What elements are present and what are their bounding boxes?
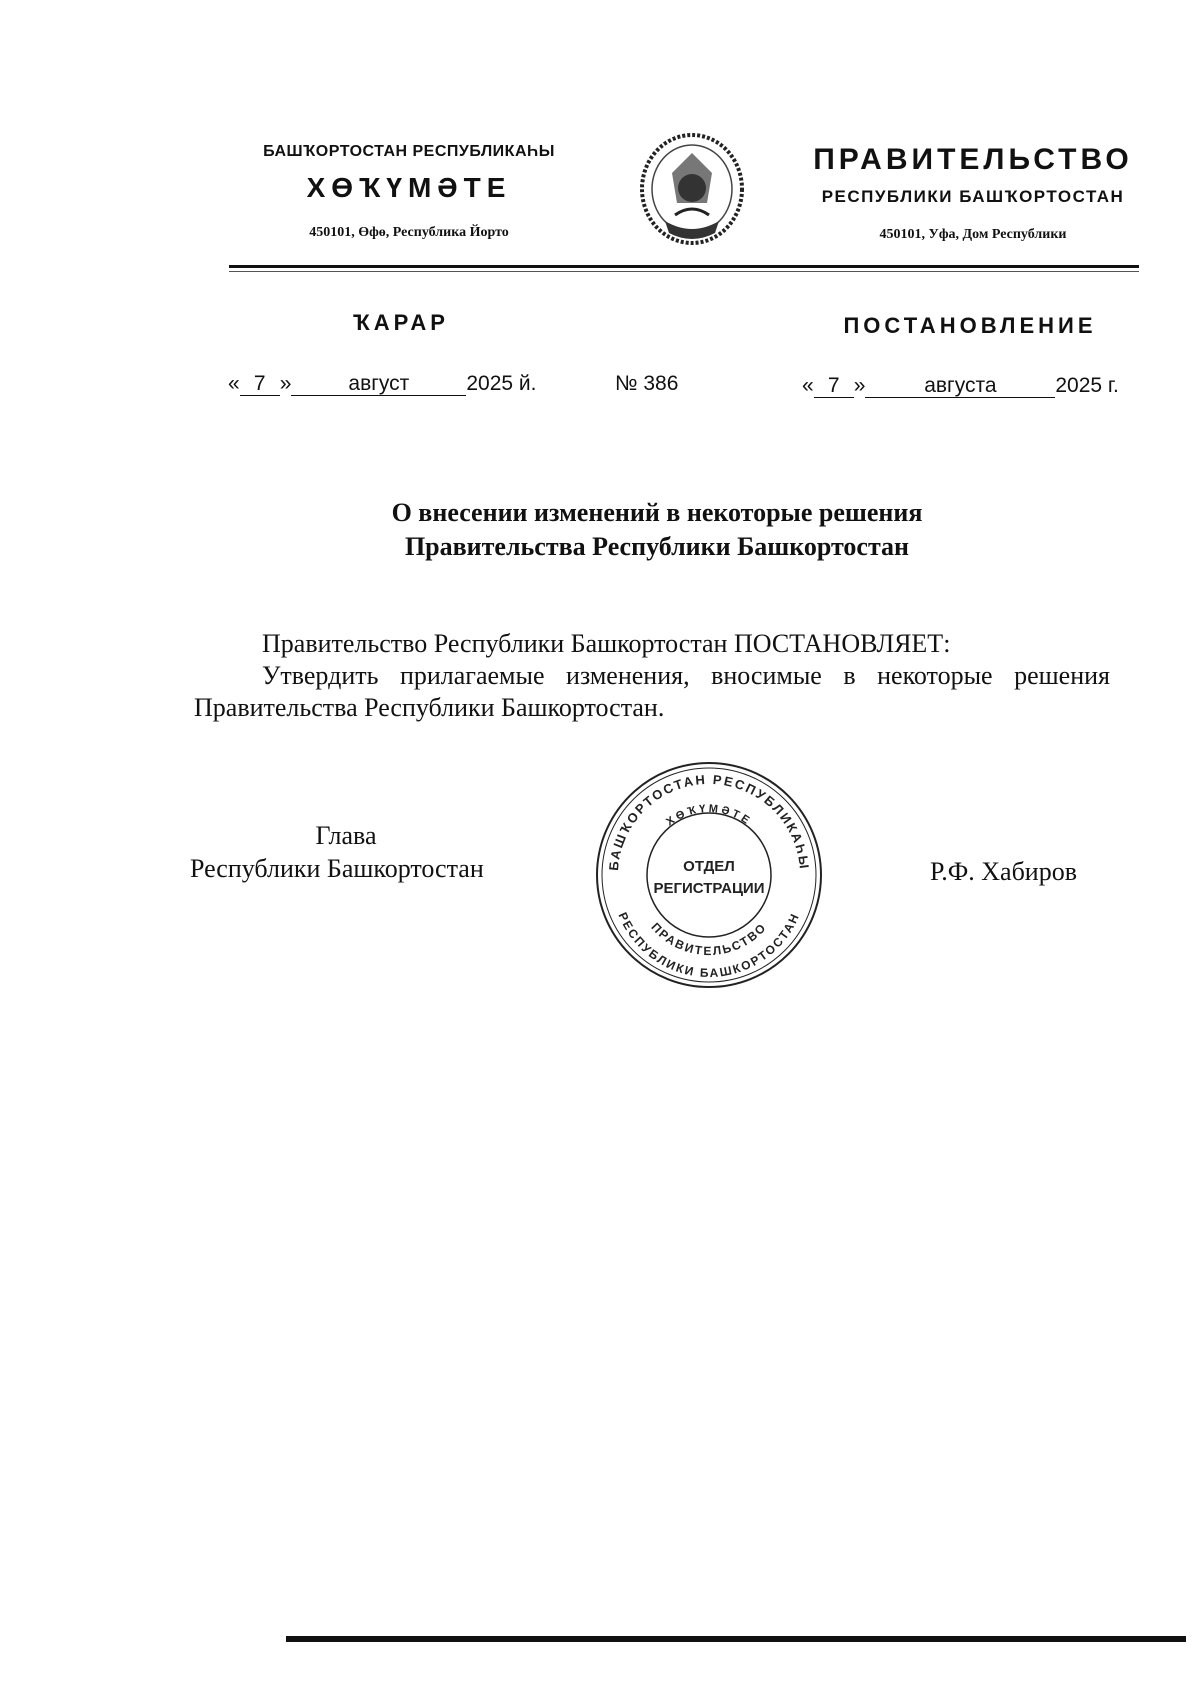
coat-of-arms-emblem (637, 133, 747, 251)
stamp-outer-top: БАШҠОРТОСТАН РЕСПУБЛИКАҺЫ (605, 771, 813, 872)
title-line1: О внесении изменений в некоторые решения (391, 498, 923, 527)
quote-open: « (228, 372, 240, 395)
header-right-line2: РЕСПУБЛИКИ БАШҠОРТОСТАН (821, 187, 1125, 206)
quote-close: » (853, 374, 866, 397)
document-title (392, 496, 923, 564)
quote-open: « (802, 374, 814, 397)
stamp-inner-top: ХӨҠҮМӘТЕ (664, 802, 754, 829)
body-paragraph1: Правительство Республики Башкортостан ПОСТАНОВЛЯЕТ: (262, 629, 951, 658)
document-body (194, 628, 1110, 724)
stamp-center2: РЕГИСТРАЦИИ (653, 880, 765, 897)
header-right-address: 450101, Уфа, Дом Республики (879, 227, 1067, 242)
date-bashkir (228, 372, 537, 396)
signature-position1: Глава (315, 821, 377, 850)
stamp-inner-bottom: ПРАВИТЕЛЬСТВО (648, 919, 770, 959)
header-right-title: ПРАВИТЕЛЬСТВО (813, 143, 1133, 176)
date-russian (802, 374, 1119, 398)
header-rule (229, 265, 1139, 268)
month: август (291, 373, 466, 396)
month: августа (865, 375, 1055, 398)
day: 7 (814, 375, 854, 398)
doc-type-bashkir: ҠАРАР (353, 310, 449, 335)
header-left-title: ХӨҠҮМӘТЕ (306, 172, 512, 203)
stamp-outer-bottom: РЕСПУБЛИКИ БАШКОРТОСТАН (615, 910, 803, 981)
year: 2025 й. (466, 372, 537, 395)
day: 7 (240, 373, 280, 396)
signature-position2: Республики Башкортостан (190, 854, 484, 883)
quote-close: » (279, 372, 292, 395)
footer-rule (286, 1636, 1186, 1642)
body-paragraph2: Утвердить прилагаемые изменения, вносимые в некоторые решения Правительства Республики Башкортостан. (194, 661, 1110, 722)
doc-type-russian: ПОСТАНОВЛЕНИЕ (843, 313, 1097, 338)
title-line2: Правительства Республики Башкортостан (404, 532, 910, 561)
stamp-center1: ОТДЕЛ (683, 858, 735, 875)
document-number: № 386 (615, 372, 679, 395)
header-rule-thin (229, 271, 1139, 272)
signatory-name: Р.Ф. Хабиров (930, 857, 1077, 886)
header-left-line1: БАШҠОРТОСТАН РЕСПУБЛИКАҺЫ (263, 143, 555, 160)
registration-stamp (594, 760, 824, 990)
header-left-address: 450101, Өфө, Республика Йорто (309, 225, 509, 240)
year: 2025 г. (1055, 374, 1119, 397)
